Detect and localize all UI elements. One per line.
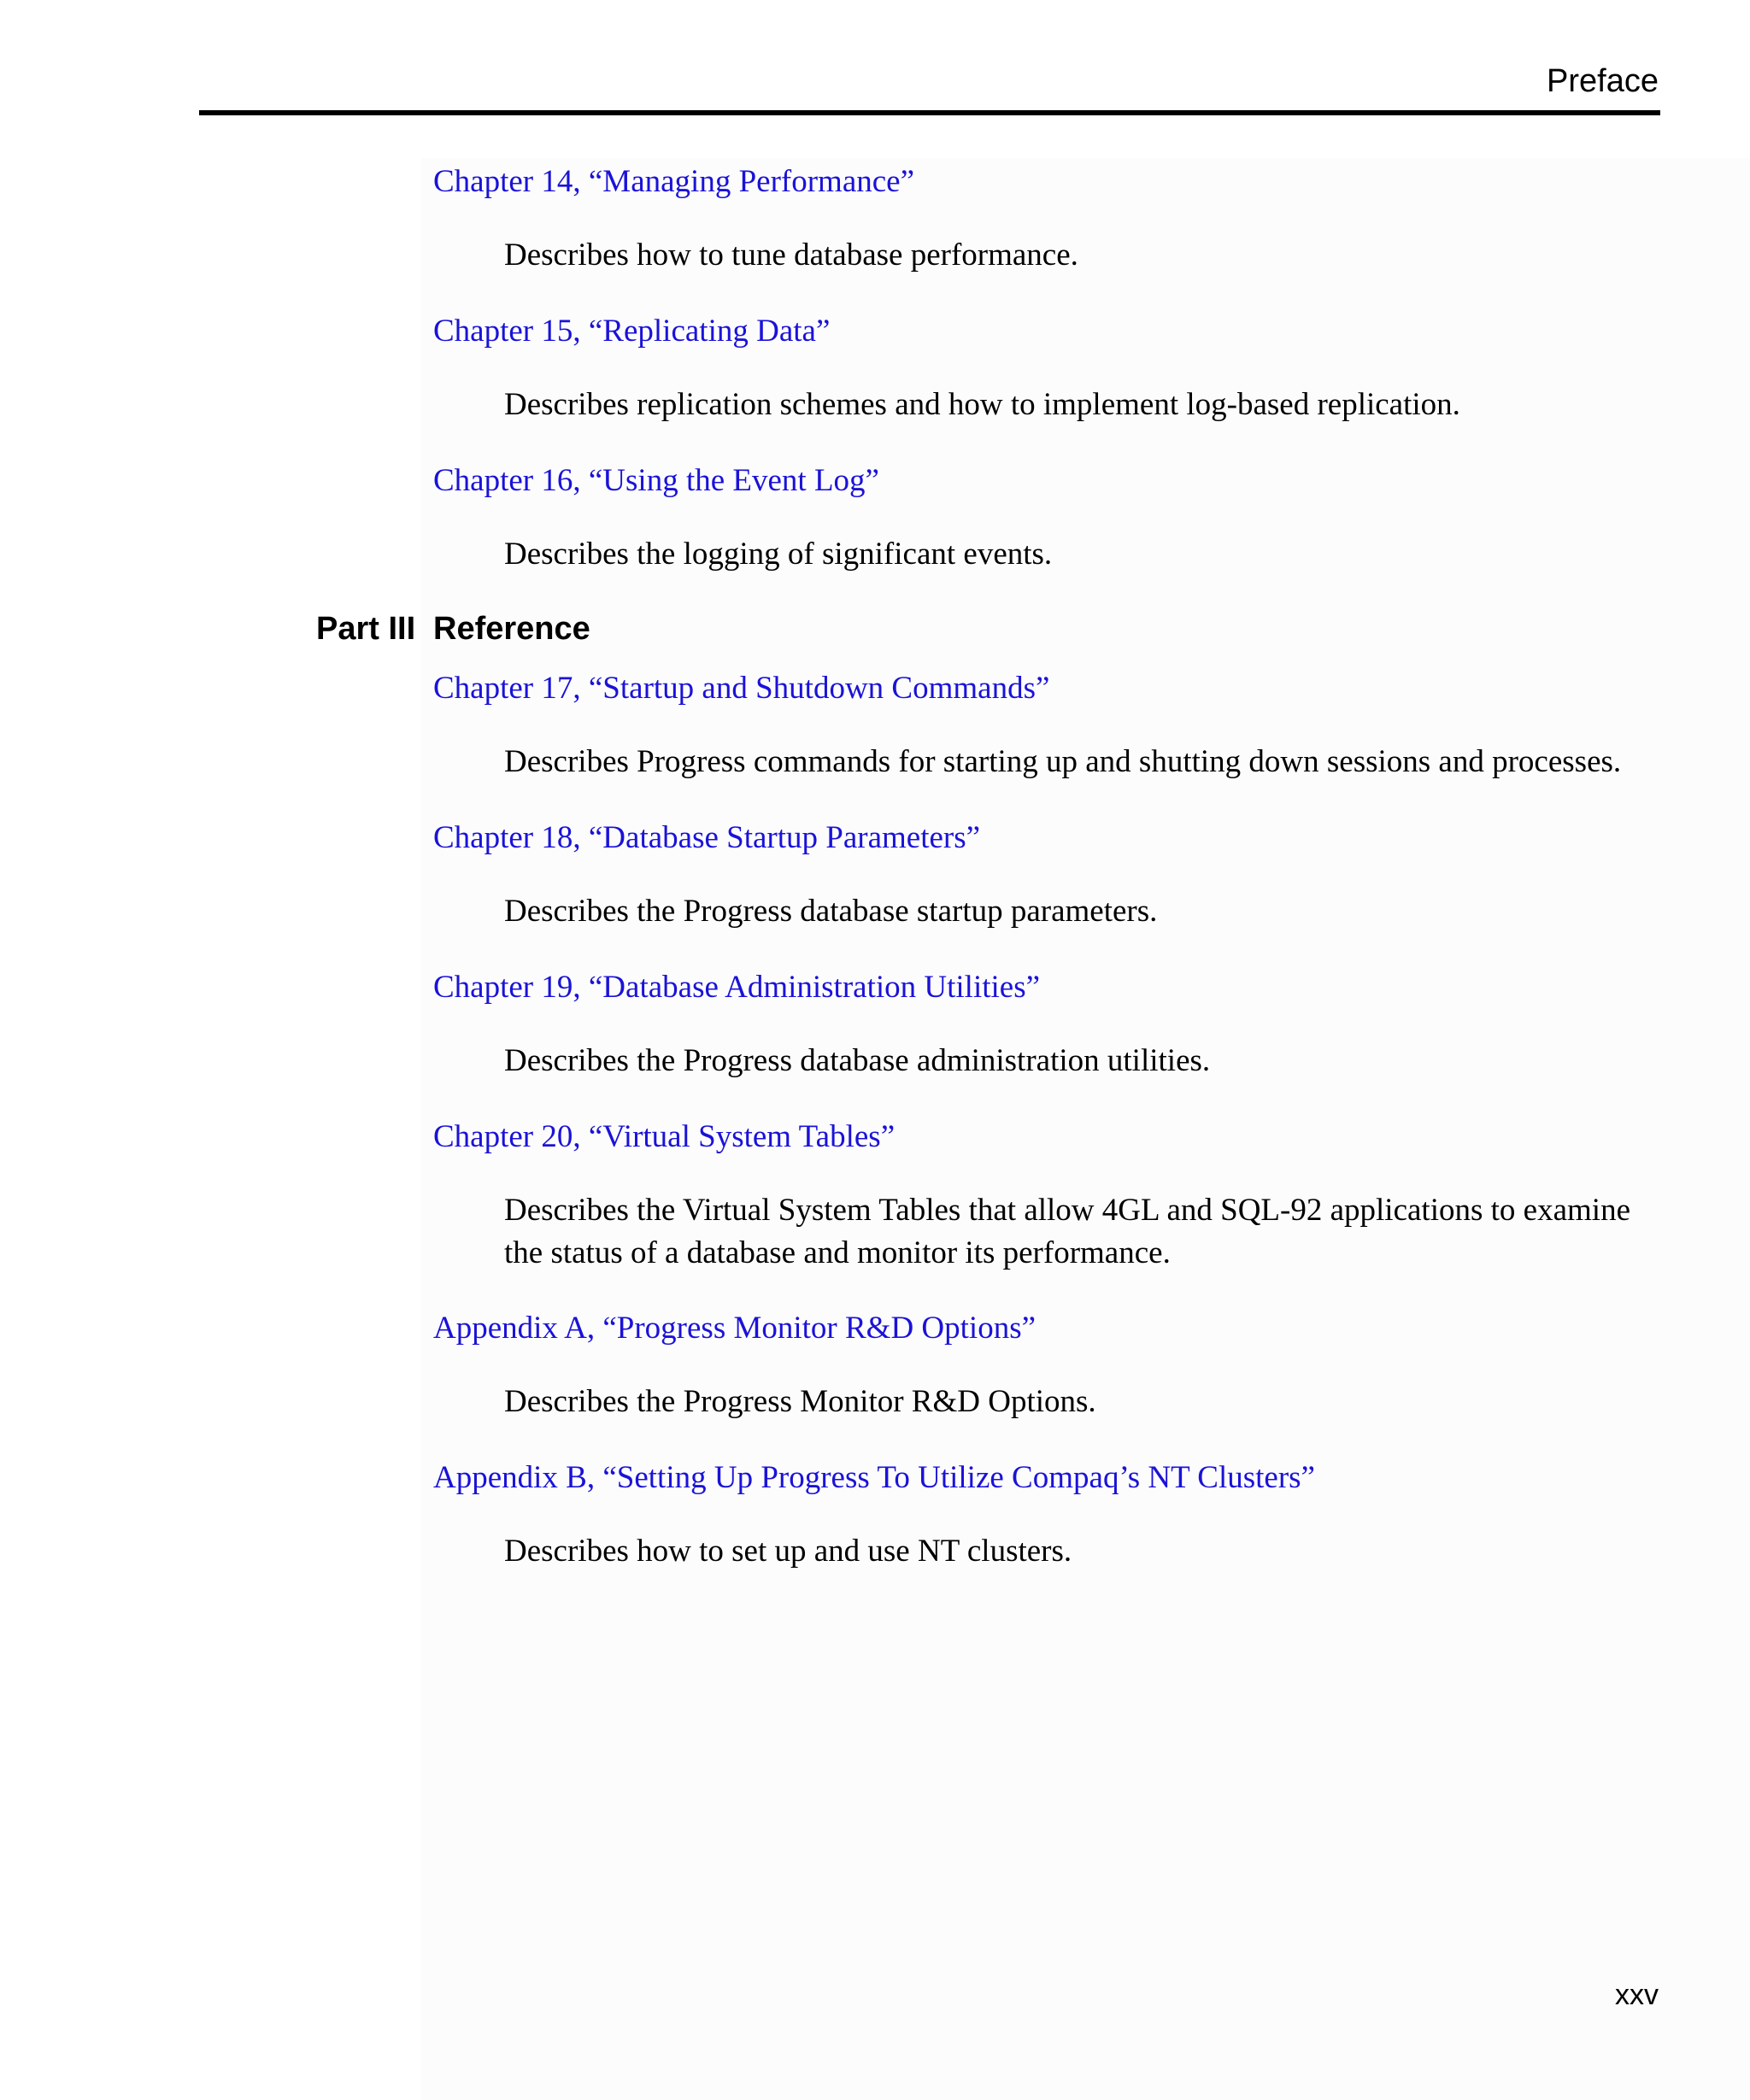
- link-appendix-b[interactable]: Appendix B, “Setting Up Progress To Utilize Compaq’s NT Clusters”: [433, 1460, 1315, 1495]
- description-chapter-19: Describes the Progress database administration utilities.: [504, 1043, 1211, 1078]
- part-label: Part III: [316, 611, 416, 647]
- description-appendix-a: Describes the Progress Monitor R&D Options.: [504, 1384, 1096, 1419]
- description-chapter-15: Describes replication schemes and how to implement log-based replication.: [504, 387, 1460, 422]
- description-chapter-14: Describes how to tune database performance.: [504, 238, 1078, 273]
- link-chapter-18[interactable]: Chapter 18, “Database Startup Parameters”: [433, 820, 981, 855]
- link-chapter-16[interactable]: Chapter 16, “Using the Event Log”: [433, 463, 879, 498]
- link-chapter-17[interactable]: Chapter 17, “Startup and Shutdown Commands”: [433, 671, 1050, 706]
- description-appendix-b: Describes how to set up and use NT clusters.: [504, 1534, 1072, 1569]
- link-chapter-15[interactable]: Chapter 15, “Replicating Data”: [433, 314, 831, 349]
- link-chapter-20[interactable]: Chapter 20, “Virtual System Tables”: [433, 1119, 896, 1154]
- link-chapter-19[interactable]: Chapter 19, “Database Administration Utilities”: [433, 970, 1041, 1005]
- link-appendix-a[interactable]: Appendix A, “Progress Monitor R&D Options”: [433, 1311, 1036, 1346]
- running-head: Preface: [1547, 63, 1659, 99]
- description-chapter-16: Describes the logging of significant events.: [504, 537, 1053, 572]
- description-chapter-18: Describes the Progress database startup parameters.: [504, 894, 1158, 929]
- description-chapter-20-line2: the status of a database and monitor its performance.: [504, 1235, 1171, 1270]
- page-number: xxv: [1615, 1979, 1659, 2011]
- part-title: Reference: [433, 611, 590, 647]
- header-rule: [199, 110, 1660, 115]
- description-chapter-17: Describes Progress commands for starting up and shutting down sessions and processes.: [504, 744, 1622, 779]
- description-chapter-20-line1: Describes the Virtual System Tables that allow 4GL and SQL-92 applications to examine: [504, 1193, 1630, 1228]
- link-chapter-14[interactable]: Chapter 14, “Managing Performance”: [433, 164, 915, 199]
